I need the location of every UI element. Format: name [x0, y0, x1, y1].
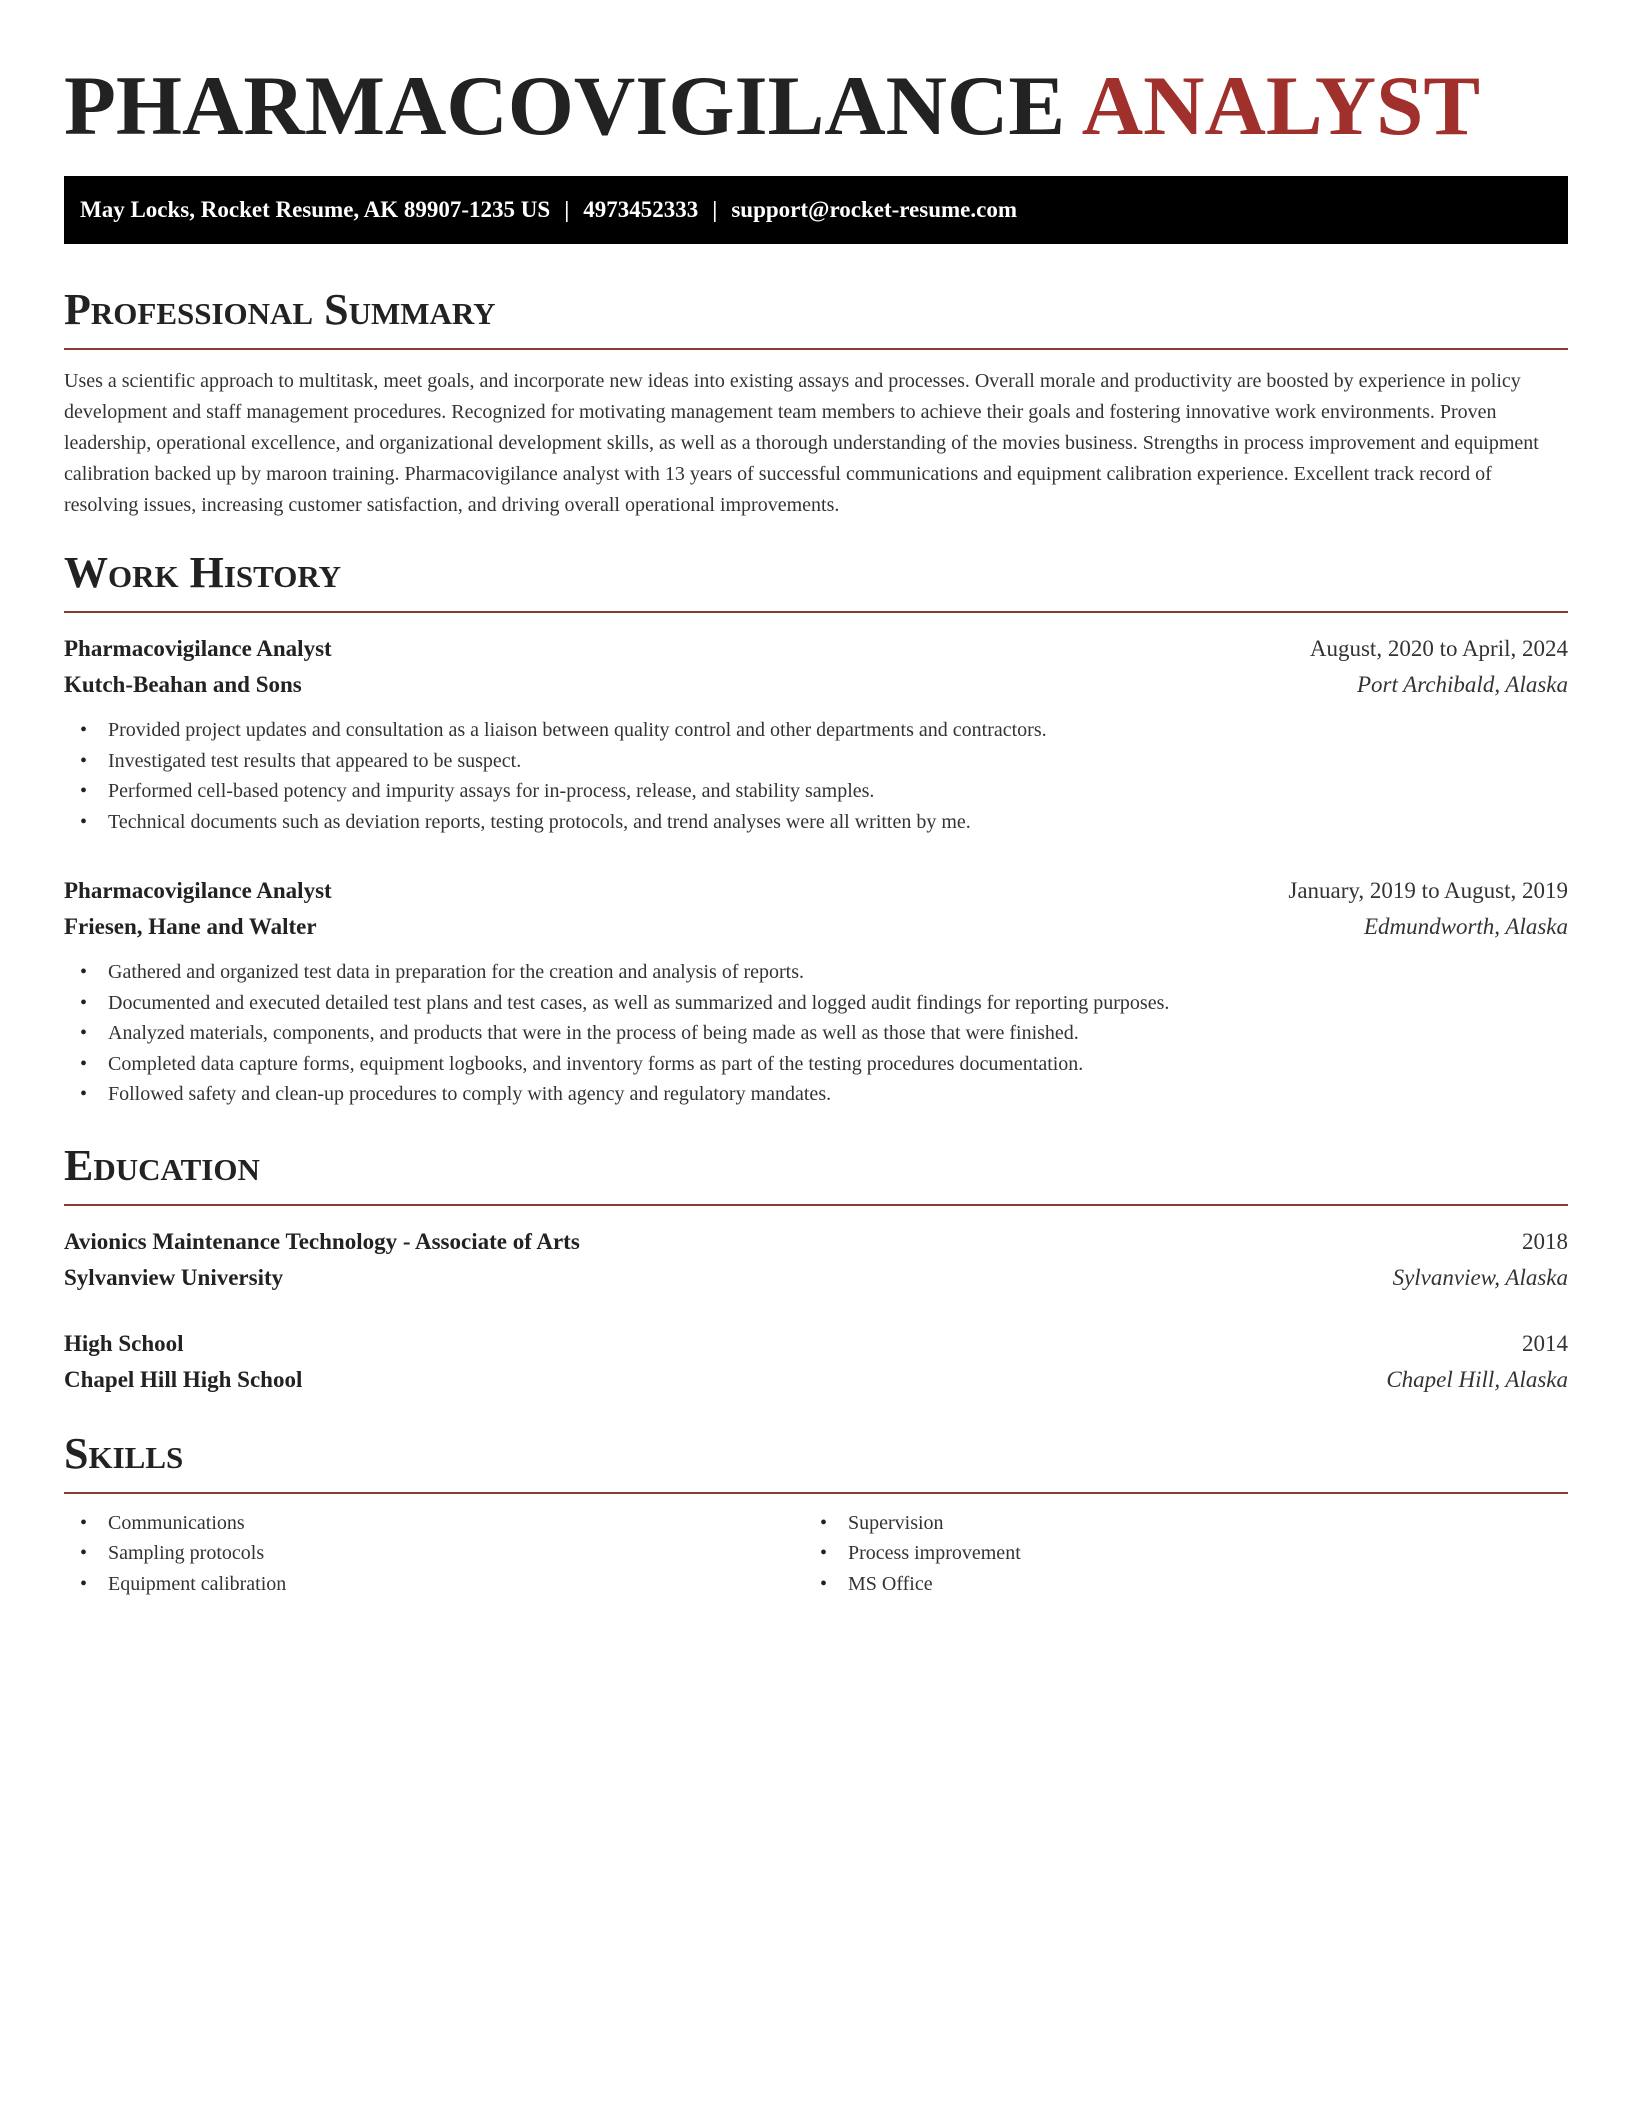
skill-item: • Equipment calibration	[64, 1569, 804, 1600]
skills-list	[804, 1508, 1544, 1600]
list-item: • Followed safety and clean-up procedures to comply with agency and regulatory mandates.	[64, 1079, 1568, 1110]
education-school-row	[64, 1260, 1568, 1296]
skill-item: • Communications	[64, 1508, 804, 1539]
contact-email: support@rocket-resume.com	[731, 197, 1017, 222]
contact-phone: 4973452333	[583, 197, 699, 222]
list-item: • Performed cell-based potency and impurity assays for in-process, release, and stability samples.	[64, 776, 1568, 807]
title-part2: ANALYST	[1081, 59, 1481, 153]
list-item: • Analyzed materials, components, and products that were in the process of being made as well as those that were finished.	[64, 1018, 1568, 1049]
skill-item: • Process improvement	[804, 1538, 1544, 1569]
education-location: Sylvanview, Alaska	[1392, 1264, 1568, 1290]
job-entry	[64, 631, 1568, 837]
skill-item: • Supervision	[804, 1508, 1544, 1539]
contact-separator: |	[712, 197, 718, 222]
education-header-row	[64, 1326, 1568, 1362]
education-entry	[64, 1224, 1568, 1296]
education-header-row	[64, 1224, 1568, 1260]
education-location: Chapel Hill, Alaska	[1386, 1366, 1568, 1392]
education-school-row	[64, 1362, 1568, 1398]
section-divider	[64, 1492, 1568, 1494]
education-entry	[64, 1326, 1568, 1398]
education-year: 2014	[1522, 1330, 1568, 1356]
contact-address: May Locks, Rocket Resume, AK 89907-1235 US	[80, 197, 551, 222]
skills-grid	[64, 1508, 1568, 1600]
job-title: Pharmacovigilance Analyst	[64, 878, 332, 903]
section-heading-skills: Skills	[64, 1428, 184, 1478]
education-degree: High School	[64, 1330, 184, 1356]
list-item: • Completed data capture forms, equipment logbooks, and inventory forms as part of the testing procedures documentation.	[64, 1049, 1568, 1080]
education-school: Sylvanview University	[64, 1264, 284, 1290]
list-item: • Documented and executed detailed test plans and test cases, as well as summarized and logged audit findings for reporting purposes.	[64, 988, 1568, 1019]
job-header-row	[64, 631, 1568, 667]
job-company: Kutch-Beahan and Sons	[64, 672, 302, 697]
job-title: Pharmacovigilance Analyst	[64, 636, 332, 661]
list-item: • Technical documents such as deviation reports, testing protocols, and trend analyses were all written by me.	[64, 807, 1568, 838]
job-header-row	[64, 873, 1568, 909]
job-bullets	[64, 957, 1568, 1110]
summary-text: Uses a scientific approach to multitask, meet goals, and incorporate new ideas into existing assays and processes. Overall morale and productivity are boosted by experience in policy development and staff management procedures. Recognized for motivating management team members to achieve their goals and fostering innovative work environments. Proven leadership, operational excellence, and organizational development skills, as well as a thorough understanding of the movies business. Strengths in process improvement and equipment calibration backed up by maroon training. Pharmacovigilance analyst with 13 years of successful communications and equipment calibration experience. Excellent track record of resolving issues, increasing customer satisfaction, and driving overall operational improvements.	[64, 370, 1539, 516]
list-item: • Provided project updates and consultation as a liaison between quality control and other departments and contractors.	[64, 715, 1568, 746]
section-divider	[64, 1204, 1568, 1206]
job-entry	[64, 873, 1568, 1110]
resume-page	[64, 0, 1568, 1599]
list-item: • Gathered and organized test data in preparation for the creation and analysis of reports.	[64, 957, 1568, 988]
skill-item: • MS Office	[804, 1569, 1544, 1600]
contact-separator: |	[564, 197, 570, 222]
section-heading-work-history: Work History	[64, 548, 342, 597]
job-dates: January, 2019 to August, 2019	[1288, 878, 1568, 903]
section-heading-education: Education	[64, 1140, 260, 1190]
section-heading-summary: Professional Summary	[64, 285, 496, 334]
list-item: • Investigated test results that appeared to be suspect.	[64, 746, 1568, 777]
job-company-row	[64, 909, 1568, 945]
job-location: Port Archibald, Alaska	[1356, 672, 1568, 697]
education-school: Chapel Hill High School	[64, 1366, 303, 1392]
job-bullets	[64, 715, 1568, 837]
job-location: Edmundworth, Alaska	[1363, 914, 1568, 939]
skills-column-left	[64, 1508, 804, 1600]
resume-title	[64, 56, 1568, 156]
skills-list	[64, 1508, 804, 1600]
section-divider	[64, 611, 1568, 613]
title-part1: PHARMACOVIGILANCE	[64, 59, 1066, 153]
contact-bar	[64, 176, 1568, 244]
job-company-row	[64, 667, 1568, 703]
job-company: Friesen, Hane and Walter	[64, 914, 317, 939]
skills-column-right	[804, 1508, 1544, 1600]
section-divider	[64, 348, 1568, 350]
education-year: 2018	[1522, 1228, 1568, 1254]
skill-item: • Sampling protocols	[64, 1538, 804, 1569]
education-degree: Avionics Maintenance Technology - Associate of Arts	[64, 1228, 580, 1254]
job-dates: August, 2020 to April, 2024	[1309, 636, 1568, 661]
